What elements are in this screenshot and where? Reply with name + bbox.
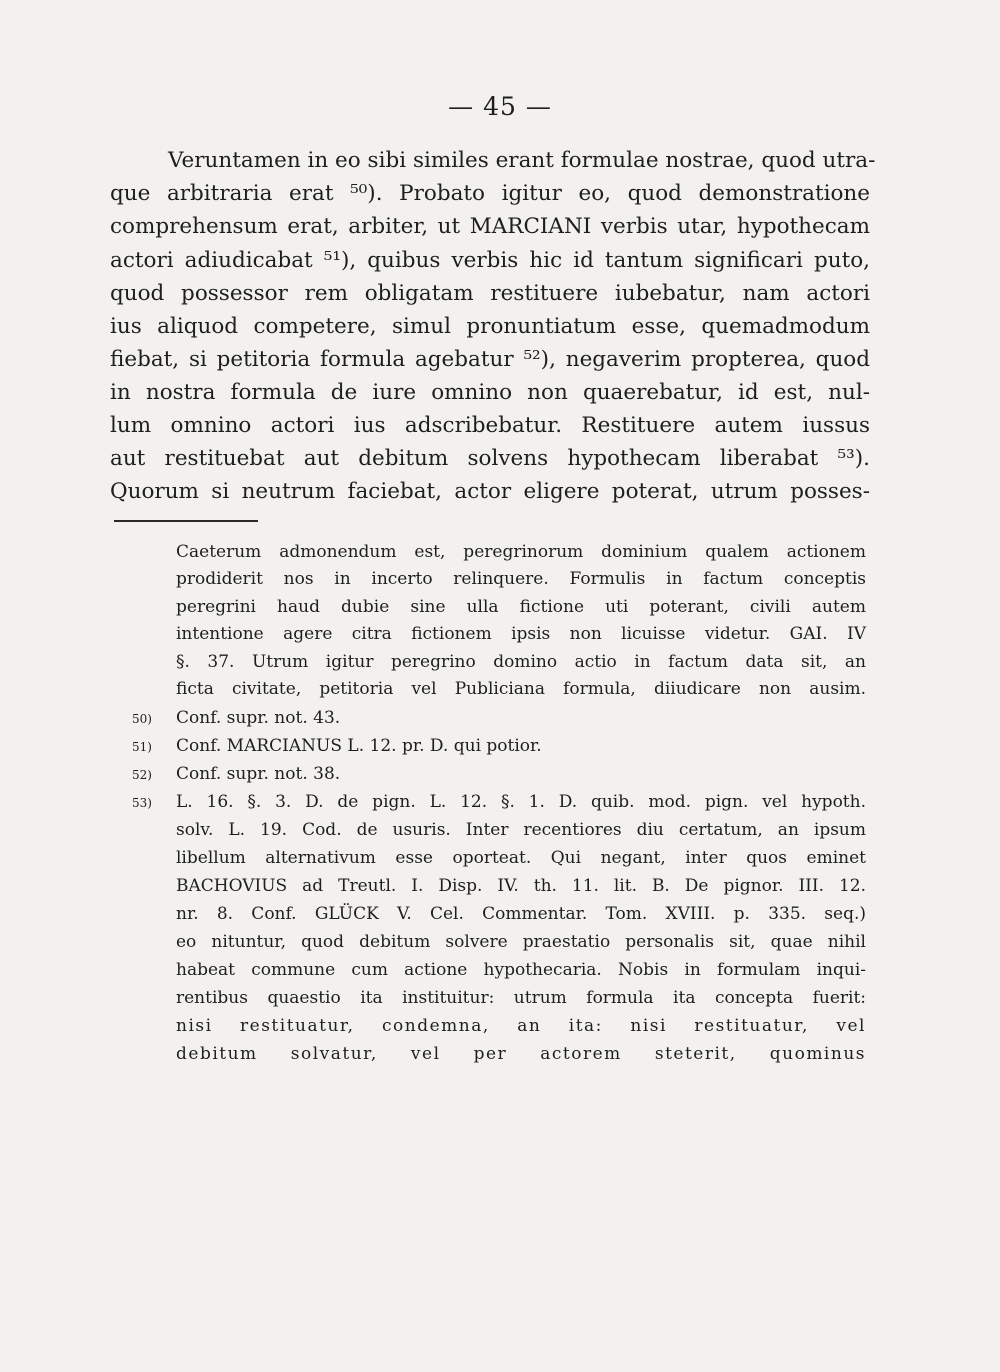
main-text-line: comprehensum erat, arbiter, ut MARCIANI verbis utar, hypothecam	[110, 214, 870, 239]
footnote-line: habeat commune cum actione hypothecaria. Nobis in formulam inqui-	[176, 960, 866, 980]
footnote-line: peregrini haud dubie sine ulla fictione uti poterant, civili autem	[176, 597, 866, 617]
main-text-line: fiebat, si petitoria formula agebatur ⁵²), negaverim propterea, quod	[110, 347, 870, 372]
footnote-line: Conf. supr. not. 43.	[176, 708, 341, 728]
page-number: — 45 —	[448, 92, 552, 121]
footnote-line: ficta civitate, petitoria vel Publiciana formula, diiudicare non ausim.	[176, 679, 866, 699]
main-text-line: Veruntamen in eo sibi similes erant formulae nostrae, quod utra-	[168, 148, 876, 173]
main-text-line: lum omnino actori ius adscribebatur. Restituere autem iussus	[110, 413, 870, 438]
main-text-line: aut restituebat aut debitum solvens hypothecam liberabat ⁵³).	[110, 446, 870, 471]
footnote-separator-rule	[114, 520, 258, 522]
footnote-line: nisi restituatur, condemna, an ita: nisi restituatur, vel	[176, 1016, 866, 1036]
footnote-mark: 53)	[132, 796, 152, 810]
main-text-line: ius aliquod competere, simul pronuntiatum esse, quemadmodum	[110, 314, 870, 339]
footnote-line: BACHOVIUS ad Treutl. I. Disp. IV. th. 11. lit. B. De pignor. III. 12.	[176, 876, 866, 896]
footnote-line: rentibus quaestio ita instituitur: utrum formula ita concepta fuerit:	[176, 988, 866, 1008]
footnote-line: Caeterum admonendum est, peregrinorum dominium qualem actionem	[176, 542, 866, 562]
main-text-line: quod possessor rem obligatam restituere iubebatur, nam actori	[110, 281, 870, 306]
footnote-line: nr. 8. Conf. GLÜCK V. Cel. Commentar. Tom. XVIII. p. 335. seq.)	[176, 904, 866, 924]
main-text-line: Quorum si neutrum faciebat, actor eligere poterat, utrum posses-	[110, 479, 870, 504]
footnote-mark: 51)	[132, 740, 152, 754]
footnote-line: debitum solvatur, vel per actorem steterit, quominus	[176, 1044, 866, 1064]
main-text-line: in nostra formula de iure omnino non quaerebatur, id est, nul-	[110, 380, 870, 405]
footnote-line: Conf. MARCIANUS L. 12. pr. D. qui potior.	[176, 736, 542, 756]
main-text-line: actori adiudicabat ⁵¹), quibus verbis hic id tantum significari puto,	[110, 248, 870, 273]
footnote-line: prodiderit nos in incerto relinquere. Formulis in factum conceptis	[176, 569, 866, 589]
footnote-line: L. 16. §. 3. D. de pign. L. 12. §. 1. D. quib. mod. pign. vel hypoth.	[176, 792, 866, 812]
footnote-line: libellum alternativum esse oporteat. Qui negant, inter quos eminet	[176, 848, 866, 868]
footnote-mark: 52)	[132, 768, 152, 782]
footnote-line: eo nituntur, quod debitum solvere praestatio personalis sit, quae nihil	[176, 932, 866, 952]
footnote-mark: 50)	[132, 712, 152, 726]
footnote-line: intentione agere citra fictionem ipsis non licuisse videtur. GAI. IV	[176, 624, 866, 644]
footnote-line: Conf. supr. not. 38.	[176, 764, 341, 784]
footnote-line: §. 37. Utrum igitur peregrino domino actio in factum data sit, an	[176, 652, 866, 672]
main-text-line: que arbitraria erat ⁵⁰). Probato igitur eo, quod demonstratione	[110, 181, 870, 206]
footnote-line: solv. L. 19. Cod. de usuris. Inter recentiores diu certatum, an ipsum	[176, 820, 866, 840]
